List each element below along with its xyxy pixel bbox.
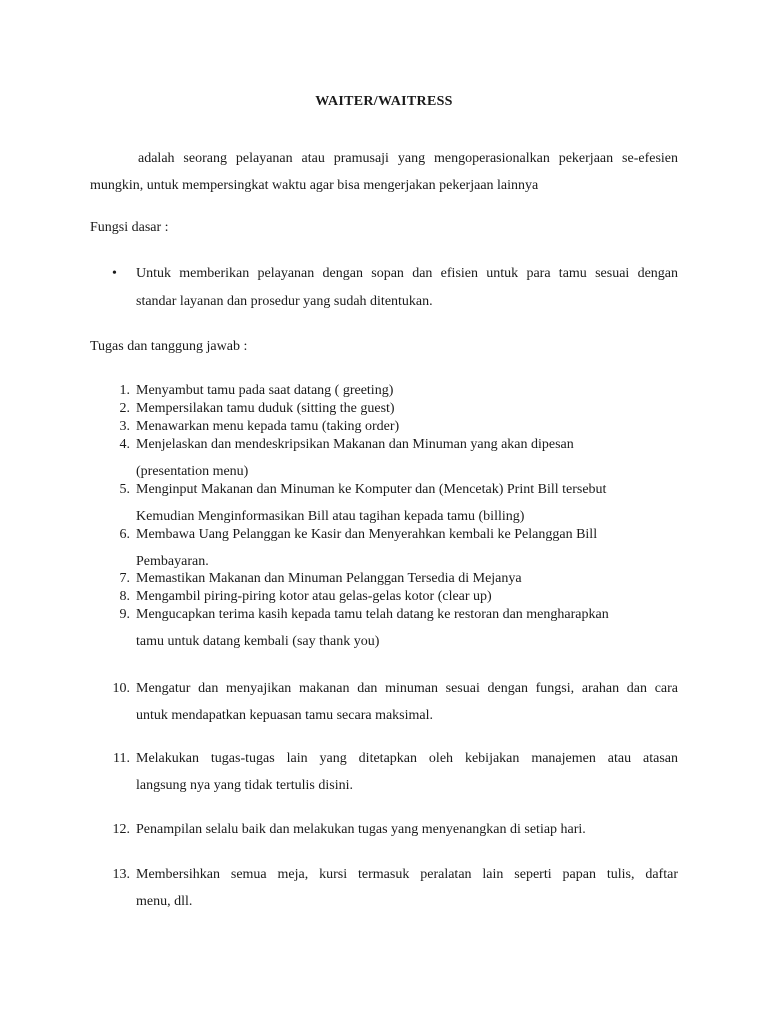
list-text-line-2: Kemudian Menginformasikan Bill atau tagihan kepada tamu (billing) (136, 509, 525, 524)
list-text (136, 675, 678, 729)
document-title: WAITER/WAITRESS (315, 94, 453, 109)
list-number: 7. (119, 571, 130, 586)
list-text (136, 861, 678, 915)
list-number: 12. (112, 822, 130, 837)
list-text-line-1: Membersihkan semua meja, kursi termasuk peralatan lain seperti papan tulis, daftar (136, 867, 678, 882)
list-text-line-1: Menginput Makanan dan Minuman ke Komputer dan (Mencetak) Print Bill tersebut (136, 482, 607, 497)
list-text-line-1: Penampilan selalu baik dan melakukan tugas yang menyenangkan di setiap hari. (136, 822, 586, 837)
bullet-icon: • (112, 266, 117, 281)
fungsi-bullet-line-2: standar layanan dan prosedur yang sudah ditentukan. (136, 294, 433, 309)
list-text: Menawarkan menu kepada tamu (taking order) (136, 419, 400, 434)
list-number: 6. (119, 527, 130, 542)
list-text (136, 606, 678, 651)
list-text (136, 816, 678, 843)
list-text-line-2: untuk mendapatkan kepuasan tamu secara maksimal. (136, 708, 434, 723)
fungsi-bullet-text (136, 260, 678, 316)
fungsi-heading: Fungsi dasar : (90, 220, 169, 235)
list-number: 11. (113, 751, 130, 766)
list-text: Memastikan Makanan dan Minuman Pelanggan Tersedia di Mejanya (136, 571, 522, 586)
intro-paragraph (90, 145, 678, 199)
list-text-line-1: Menjelaskan dan mendeskripsikan Makanan dan Minuman yang akan dipesan (136, 437, 574, 452)
list-text-line-2: langsung nya yang tidak tertulis disini. (136, 778, 353, 793)
intro-line-2: mungkin, untuk mempersingkat waktu agar bisa mengerjakan pekerjaan lainnya (90, 178, 539, 193)
list-text-line-1: Mengucapkan terima kasih kepada tamu telah datang ke restoran dan mengharapkan (136, 607, 609, 622)
list-text (136, 526, 678, 571)
list-number: 13. (112, 867, 130, 882)
list-number: 4. (119, 437, 130, 452)
list-text: Mengambil piring-piring kotor atau gelas-gelas kotor (clear up) (136, 589, 492, 604)
list-text (136, 745, 678, 799)
list-text: Menyambut tamu pada saat datang ( greeting) (136, 383, 394, 398)
list-text-line-2: tamu untuk datang kembali (say thank you) (136, 634, 380, 649)
list-number: 10. (112, 681, 130, 696)
list-text-line-1: Mengatur dan menyajikan makanan dan minuman sesuai dengan fungsi, arahan dan cara (136, 681, 678, 696)
list-text-line-2: Pembayaran. (136, 554, 209, 569)
list-text-line-1: Melakukan tugas-tugas lain yang ditetapkan oleh kebijakan manajemen atau atasan (136, 751, 678, 766)
list-text (136, 436, 678, 481)
list-number: 2. (119, 401, 130, 416)
list-number: 3. (119, 419, 130, 434)
list-number: 8. (119, 589, 130, 604)
list-number: 5. (119, 482, 130, 497)
list-text-line-2: (presentation menu) (136, 464, 249, 479)
list-number: 9. (119, 607, 130, 622)
list-text-line-2: menu, dll. (136, 894, 193, 909)
list-number: 1. (119, 383, 130, 398)
intro-line-1: adalah seorang pelayanan atau pramusaji yang mengoperasionalkan pekerjaan se-efesien (138, 151, 678, 166)
fungsi-bullet-line-1: Untuk memberikan pelayanan dengan sopan dan efisien untuk para tamu sesuai dengan (136, 266, 678, 281)
list-text-line-1: Membawa Uang Pelanggan ke Kasir dan Menyerahkan kembali ke Pelanggan Bill (136, 527, 598, 542)
list-text: Mempersilakan tamu duduk (sitting the guest) (136, 401, 395, 416)
tugas-heading: Tugas dan tanggung jawab : (90, 339, 248, 354)
list-text (136, 481, 678, 526)
